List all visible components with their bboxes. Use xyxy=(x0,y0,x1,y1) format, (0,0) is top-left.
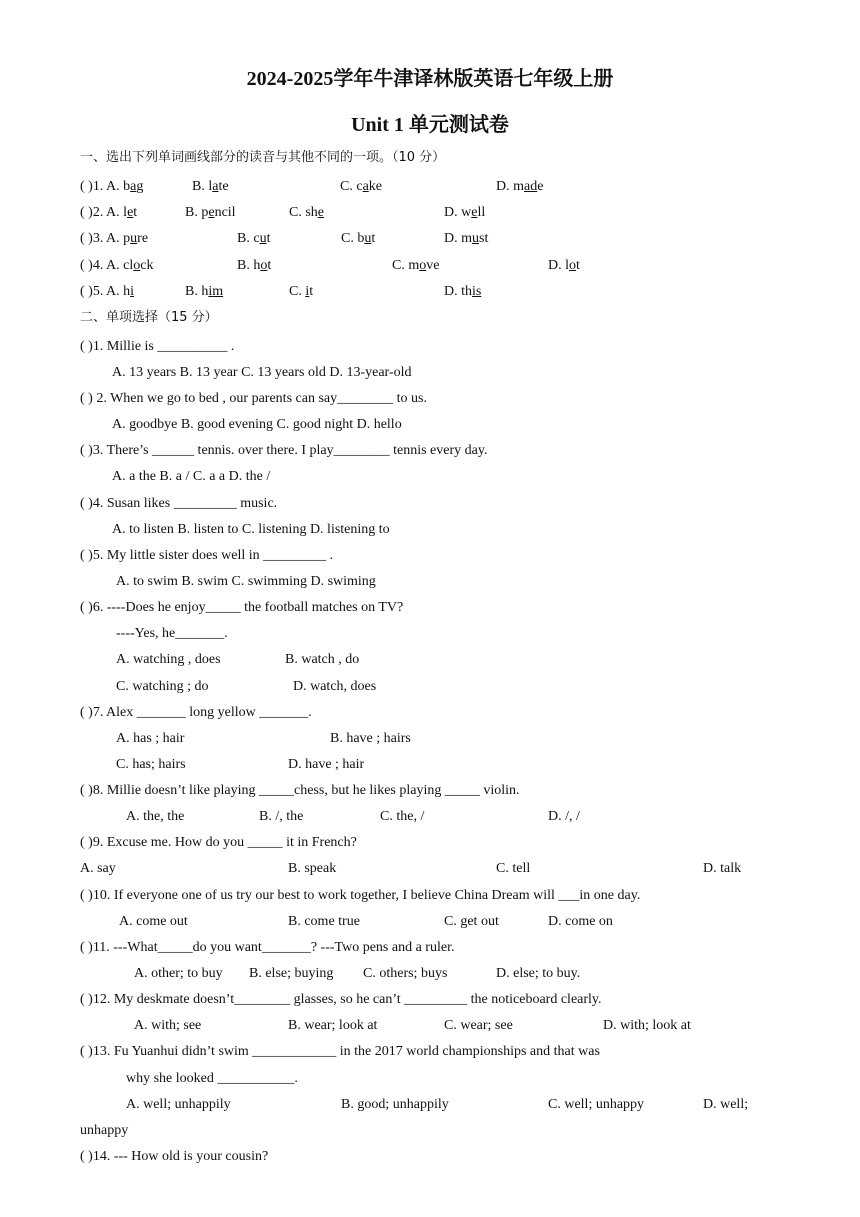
answer-option: A. with; see xyxy=(134,1018,202,1033)
question-stem: ( )7. Alex _______ long yellow _______. xyxy=(80,705,312,720)
phonetics-option-d: D. made xyxy=(496,179,544,194)
question-stem: ( )3. There’s ______ tennis. over there. I play________ tennis every day. xyxy=(80,443,488,458)
question-stem: ( )14. --- How old is your cousin? xyxy=(80,1149,269,1164)
phonetics-option-b: B. pencil xyxy=(185,205,236,220)
question-stem: ( )11. ---What_____do you want_______? ---Two pens and a ruler. xyxy=(80,940,455,955)
question-stem: ( )1. Millie is __________ . xyxy=(80,339,235,354)
answer-option: A. to listen B. listen to C. listening D. listening to xyxy=(112,522,390,537)
answer-option: C. get out xyxy=(444,914,499,929)
document-subtitle: Unit 1 单元测试卷 xyxy=(351,114,509,136)
answer-option: B. watch , do xyxy=(285,652,360,667)
answer-option: D. talk xyxy=(703,861,742,876)
answer-option: A. watching , does xyxy=(116,652,221,667)
answer-option: D. else; to buy. xyxy=(496,966,581,981)
answer-option: ----Yes, he_______. xyxy=(116,626,228,641)
answer-option: B. wear; look at xyxy=(288,1018,378,1033)
phonetics-option-b: B. late xyxy=(192,179,229,194)
section-1-heading: 一、选出下列单词画线部分的读音与其他不同的一项。（10 分） xyxy=(80,150,446,165)
answer-option: C. tell xyxy=(496,861,531,876)
answer-option: B. speak xyxy=(288,861,337,876)
phonetics-option-c: C. she xyxy=(289,205,325,220)
phonetics-option-b: B. hot xyxy=(237,258,272,273)
answer-option: A. goodbye B. good evening C. good night D. hello xyxy=(112,417,402,432)
phonetics-option-c: C. it xyxy=(289,284,314,299)
phonetics-option-a: ( )2. A. let xyxy=(80,205,138,220)
phonetics-option-c: C. move xyxy=(392,258,440,273)
answer-option: A. other; to buy xyxy=(134,966,223,981)
answer-option: B. have ; hairs xyxy=(330,731,411,746)
phonetics-option-a: ( )5. A. hi xyxy=(80,284,135,299)
answer-option: why she looked ___________. xyxy=(126,1071,298,1086)
answer-option: D. watch, does xyxy=(293,679,377,694)
phonetics-option-c: C. but xyxy=(341,231,376,246)
answer-option: C. has; hairs xyxy=(116,757,186,772)
question-stem: ( ) 2. When we go to bed , our parents can say________ to us. xyxy=(80,391,427,406)
question-stem: ( )9. Excuse me. How do you _____ it in French? xyxy=(80,835,357,850)
answer-option: unhappy xyxy=(80,1123,129,1138)
phonetics-option-b: B. cut xyxy=(237,231,271,246)
answer-option: A. say xyxy=(80,861,116,876)
phonetics-option-c: C. cake xyxy=(340,179,382,194)
answer-option: D. /, / xyxy=(548,809,580,824)
answer-option: B. good; unhappily xyxy=(341,1097,449,1112)
answer-option: D. come on xyxy=(548,914,613,929)
answer-option: A. well; unhappily xyxy=(126,1097,231,1112)
phonetics-option-d: D. this xyxy=(444,284,482,299)
phonetics-option-d: D. well xyxy=(444,205,486,220)
answer-option: D. well; xyxy=(703,1097,749,1112)
question-stem: ( )13. Fu Yuanhui didn’t swim ____________ in the 2017 world championships and that was xyxy=(80,1044,600,1059)
answer-option: C. well; unhappy xyxy=(548,1097,645,1112)
document-title: 2024-2025学年牛津译林版英语七年级上册 xyxy=(246,68,614,90)
phonetics-option-a: ( )1. A. bag xyxy=(80,179,144,194)
phonetics-option-d: D. lot xyxy=(548,258,580,273)
answer-option: A. come out xyxy=(119,914,188,929)
phonetics-option-b: B. him xyxy=(185,284,224,299)
phonetics-option-a: ( )3. A. pure xyxy=(80,231,149,246)
answer-option: C. the, / xyxy=(380,809,425,824)
answer-option: A. 13 years B. 13 year C. 13 years old D. 13-year-old xyxy=(112,365,412,380)
question-stem: ( )8. Millie doesn’t like playing _____chess, but he likes playing _____ violin. xyxy=(80,783,520,798)
question-stem: ( )5. My little sister does well in _________ . xyxy=(80,548,334,563)
answer-option: B. else; buying xyxy=(249,966,334,981)
section-2-heading: 二、单项选择（15 分） xyxy=(80,310,218,325)
question-stem: ( )10. If everyone one of us try our best to work together, I believe China Dream will ___in one day. xyxy=(80,888,641,903)
answer-option: D. with; look at xyxy=(603,1018,691,1033)
question-stem: ( )6. ----Does he enjoy_____ the football matches on TV? xyxy=(80,600,404,615)
answer-option: A. to swim B. swim C. swimming D. swiming xyxy=(116,574,376,589)
answer-option: C. watching ; do xyxy=(116,679,209,694)
question-stem: ( )4. Susan likes _________ music. xyxy=(80,496,278,511)
answer-option: D. have ; hair xyxy=(288,757,365,772)
answer-option: B. /, the xyxy=(259,809,304,824)
answer-option: A. a the B. a / C. a a D. the / xyxy=(112,469,271,484)
answer-option: A. has ; hair xyxy=(116,731,185,746)
answer-option: C. wear; see xyxy=(444,1018,513,1033)
answer-option: A. the, the xyxy=(126,809,185,824)
answer-option: B. come true xyxy=(288,914,360,929)
phonetics-option-d: D. must xyxy=(444,231,489,246)
question-stem: ( )12. My deskmate doesn’t________ glasses, so he can’t _________ the noticeboard clearly. xyxy=(80,992,602,1007)
answer-option: C. others; buys xyxy=(363,966,448,981)
phonetics-option-a: ( )4. A. clock xyxy=(80,258,154,273)
